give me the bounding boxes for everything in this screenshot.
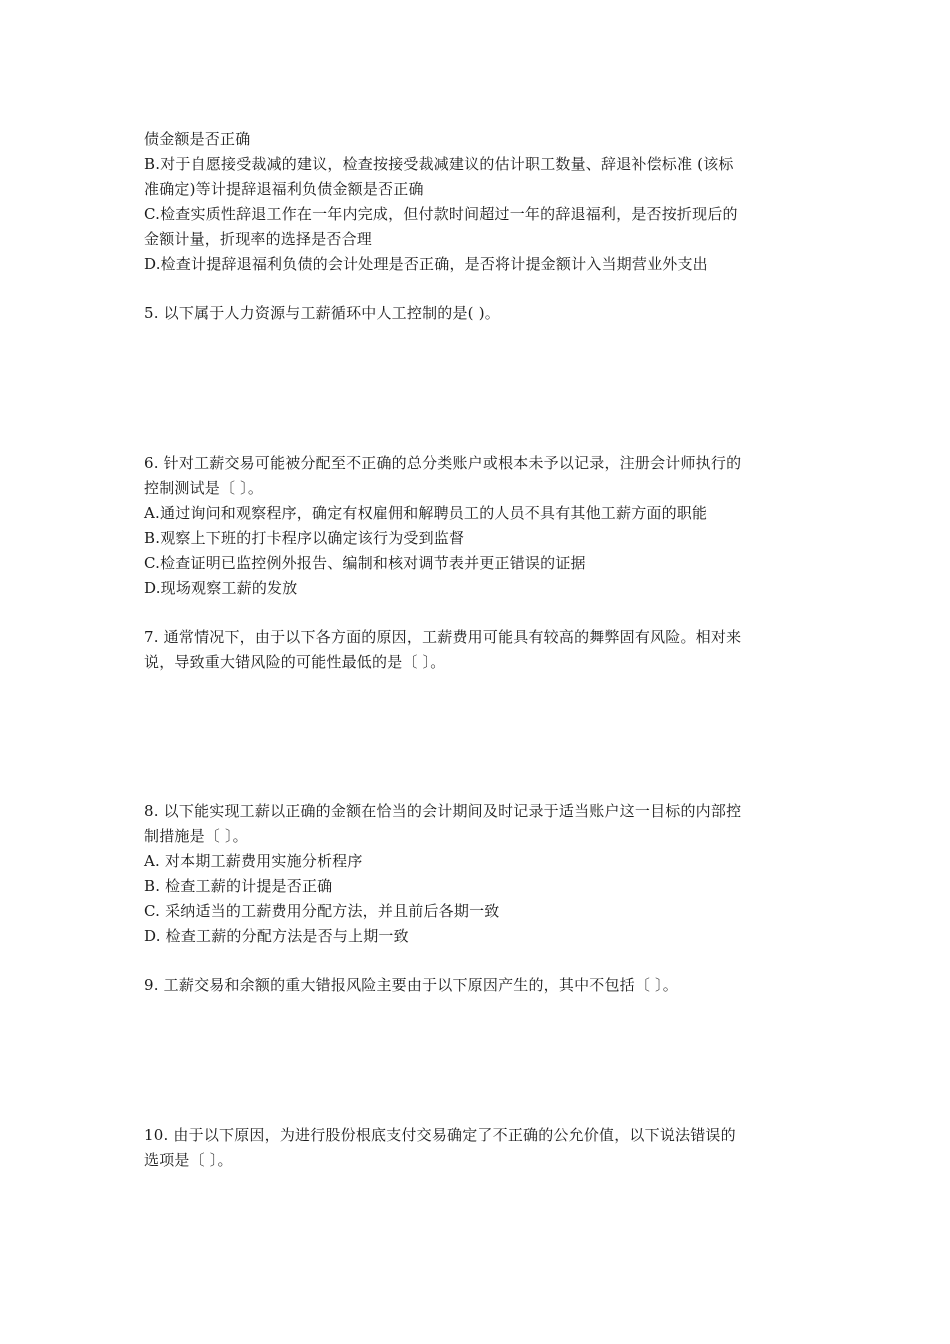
q4-option-b-line2: 准确定)等计提辞退福利负债金额是否正确 bbox=[144, 180, 424, 198]
q8-option-c: C. 采纳适当的工薪费用分配方法，并且前后各期一致 bbox=[144, 902, 500, 920]
q6-stem-line2: 控制测试是〔 〕。 bbox=[144, 479, 264, 497]
q7-stem-line1: 7. 通常情况下，由于以下各方面的原因，工薪费用可能具有较高的舞弊固有风险。相对来 bbox=[144, 628, 742, 646]
q8-option-b: B. 检查工薪的计提是否正确 bbox=[144, 877, 333, 895]
q4-option-c-line1: C.检查实质性辞退工作在一年内完成，但付款时间超过一年的辞退福利，是否按折现后的 bbox=[144, 205, 738, 223]
q4-option-d: D.检查计提辞退福利负债的会计处理是否正确，是否将计提金额计入当期营业外支出 bbox=[144, 255, 708, 273]
q6-option-a: A.通过询问和观察程序，确定有权雇佣和解聘员工的人员不具有其他工薪方面的职能 bbox=[144, 504, 708, 522]
q8-stem-line2: 制措施是〔 〕。 bbox=[144, 827, 248, 845]
q8-stem-line1: 8. 以下能实现工薪以正确的金额在恰当的会计期间及时记录于适当账户这一目标的内部控 bbox=[144, 802, 742, 820]
q6-stem-line1: 6. 针对工薪交易可能被分配至不正确的总分类账户或根本未予以记录，注册会计师执行的 bbox=[144, 454, 742, 472]
q4-option-c-line2: 金额计量，折现率的选择是否合理 bbox=[144, 230, 373, 248]
q10-stem-line2: 选项是〔 〕。 bbox=[144, 1151, 233, 1169]
q9-stem: 9. 工薪交易和余额的重大错报风险主要由于以下原因产生的，其中不包括〔 〕。 bbox=[144, 976, 678, 994]
q10-stem-line1: 10. 由于以下原因，为进行股份根底支付交易确定了不正确的公允价值，以下说法错误的 bbox=[144, 1126, 736, 1144]
q6-option-b: B.观察上下班的打卡程序以确定该行为受到监督 bbox=[144, 529, 465, 547]
q5-stem: 5. 以下属于人力资源与工薪循环中人工控制的是( )。 bbox=[144, 304, 500, 322]
q6-option-c: C.检查证明已监控例外报告、编制和核对调节表并更正错误的证据 bbox=[144, 554, 586, 572]
q6-option-d: D.现场观察工薪的发放 bbox=[144, 579, 298, 597]
q8-option-a: A. 对本期工薪费用实施分析程序 bbox=[144, 852, 363, 870]
q7-stem-line2: 说，导致重大错风险的可能性最低的是〔 〕。 bbox=[144, 653, 446, 671]
q8-option-d: D. 检查工薪的分配方法是否与上期一致 bbox=[144, 927, 409, 945]
q4-option-b-line1: B.对于自愿接受裁减的建议，检查按接受裁减建议的估计职工数量、辞退补偿标准 (该标 bbox=[144, 155, 734, 173]
q4-continued-text: 债金额是否正确 bbox=[144, 130, 251, 148]
